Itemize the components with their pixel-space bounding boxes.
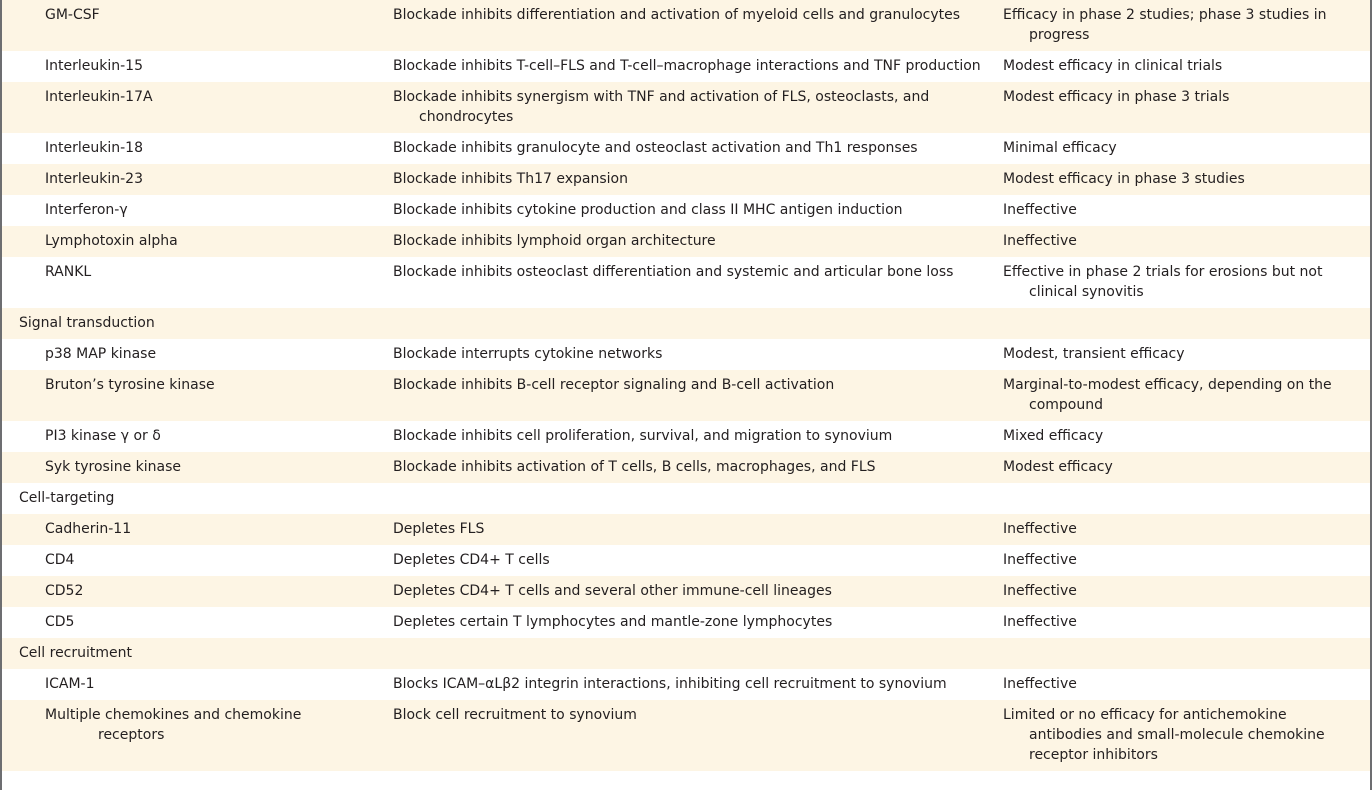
mechanism-cell (376, 82, 996, 133)
result-cell-text: Effective in phase 2 trials for erosions but not clinical synovitis (1003, 264, 1323, 300)
table-row (2, 514, 1370, 545)
mechanism-cell-text: Depletes CD4+ T cells (393, 552, 550, 568)
section-header-cell (2, 308, 1370, 339)
target-cell (2, 700, 376, 771)
table-row (2, 339, 1370, 370)
table-row (2, 700, 1370, 771)
target-cell-text: ICAM-1 (45, 676, 95, 692)
mechanism-cell (376, 226, 996, 257)
target-cell (2, 452, 376, 483)
table-row (2, 669, 1370, 700)
result-cell (996, 514, 1370, 545)
mechanism-cell (376, 452, 996, 483)
section-header-label: Cell recruitment (19, 645, 132, 661)
result-cell-text: Ineffective (1003, 676, 1077, 692)
section-header-cell (2, 638, 1370, 669)
mechanism-cell-text: Blockade inhibits granulocyte and osteoclast activation and Th1 responses (393, 140, 918, 156)
mechanism-cell (376, 195, 996, 226)
table-row (2, 195, 1370, 226)
mechanism-cell-text: Block cell recruitment to synovium (393, 707, 637, 723)
section-header-row (2, 638, 1370, 669)
mechanism-cell (376, 700, 996, 771)
mechanism-cell (376, 0, 996, 51)
mechanism-cell-text: Blockade inhibits differentiation and activation of myeloid cells and granulocytes (393, 7, 961, 23)
target-cell-text: Syk tyrosine kinase (45, 459, 181, 475)
target-cell-text: Interleukin-17A (45, 89, 153, 105)
mechanism-cell (376, 51, 996, 82)
target-cell (2, 0, 376, 51)
mechanism-cell (376, 576, 996, 607)
result-cell (996, 452, 1370, 483)
target-cell (2, 195, 376, 226)
mechanism-cell (376, 545, 996, 576)
table-row (2, 370, 1370, 421)
table-row (2, 257, 1370, 308)
target-cell-text: CD5 (45, 614, 75, 630)
result-cell-text: Marginal-to-modest efficacy, depending on the compound (1003, 377, 1332, 413)
result-cell (996, 576, 1370, 607)
mechanism-cell-text: Depletes CD4+ T cells and several other immune-cell lineages (393, 583, 832, 599)
mechanism-cell-text: Blockade inhibits activation of T cells, B cells, macrophages, and FLS (393, 459, 876, 475)
mechanism-cell (376, 164, 996, 195)
mechanism-cell-text: Depletes certain T lymphocytes and mantle-zone lymphocytes (393, 614, 833, 630)
result-cell (996, 421, 1370, 452)
result-cell-text: Minimal efficacy (1003, 140, 1117, 156)
target-cell-text: Bruton’s tyrosine kinase (45, 377, 215, 393)
mechanism-cell (376, 257, 996, 308)
table-row (2, 51, 1370, 82)
result-cell-text: Efficacy in phase 2 studies; phase 3 studies in progress (1003, 7, 1327, 43)
target-cell-text: Interferon-γ (45, 202, 128, 218)
result-cell (996, 195, 1370, 226)
table-row (2, 607, 1370, 638)
mechanism-cell-text: Blockade inhibits cytokine production and class II MHC antigen induction (393, 202, 903, 218)
result-cell-text: Ineffective (1003, 521, 1077, 537)
result-cell-text: Ineffective (1003, 614, 1077, 630)
table-row (2, 452, 1370, 483)
target-cell-text: CD4 (45, 552, 75, 568)
target-cell (2, 576, 376, 607)
mechanism-cell-text: Blockade inhibits osteoclast differentiation and systemic and articular bone loss (393, 264, 954, 280)
mechanism-cell (376, 133, 996, 164)
target-cell (2, 51, 376, 82)
table-row (2, 133, 1370, 164)
target-cell (2, 339, 376, 370)
table-row (2, 164, 1370, 195)
mechanism-cell-text: Blockade interrupts cytokine networks (393, 346, 663, 362)
result-cell (996, 607, 1370, 638)
mechanism-cell-text: Blockade inhibits Th17 expansion (393, 171, 628, 187)
result-cell-text: Modest efficacy (1003, 459, 1113, 475)
result-cell (996, 0, 1370, 51)
mechanism-cell (376, 421, 996, 452)
mechanism-cell-text: Blockade inhibits B-cell receptor signaling and B-cell activation (393, 377, 835, 393)
target-cell-text: Multiple chemokines and chemokine receptors (45, 707, 302, 743)
result-cell (996, 257, 1370, 308)
result-cell (996, 700, 1370, 771)
result-cell (996, 133, 1370, 164)
section-header-label: Signal transduction (19, 315, 155, 331)
result-cell (996, 51, 1370, 82)
target-cell-text: CD52 (45, 583, 84, 599)
section-header-row (2, 483, 1370, 514)
result-cell-text: Ineffective (1003, 552, 1077, 568)
result-cell (996, 164, 1370, 195)
result-cell (996, 370, 1370, 421)
section-header-cell (2, 483, 1370, 514)
therapy-table (2, 0, 1370, 771)
result-cell-text: Mixed efficacy (1003, 428, 1104, 444)
target-cell-text: Cadherin-11 (45, 521, 132, 537)
result-cell (996, 339, 1370, 370)
target-cell-text: p38 MAP kinase (45, 346, 157, 362)
section-header-label: Cell-targeting (19, 490, 115, 506)
target-cell (2, 226, 376, 257)
result-cell-text: Modest efficacy in phase 3 trials (1003, 89, 1230, 105)
mechanism-cell-text: Blockade inhibits lymphoid organ architecture (393, 233, 716, 249)
result-cell (996, 226, 1370, 257)
mechanism-cell-text: Blockade inhibits T-cell–FLS and T-cell–macrophage interactions and TNF production (393, 58, 981, 74)
mechanism-cell-text: Blocks ICAM–αLβ2 integrin interactions, inhibiting cell recruitment to synovium (393, 676, 947, 692)
target-cell (2, 669, 376, 700)
table-row (2, 226, 1370, 257)
result-cell (996, 82, 1370, 133)
result-cell-text: Ineffective (1003, 202, 1077, 218)
mechanism-cell (376, 669, 996, 700)
result-cell (996, 545, 1370, 576)
target-cell (2, 82, 376, 133)
table-row (2, 545, 1370, 576)
mechanism-cell-text: Depletes FLS (393, 521, 485, 537)
section-header-row (2, 308, 1370, 339)
result-cell (996, 669, 1370, 700)
result-cell-text: Modest efficacy in clinical trials (1003, 58, 1223, 74)
target-cell-text: Lymphotoxin alpha (45, 233, 178, 249)
table-row (2, 82, 1370, 133)
table-body (2, 0, 1370, 771)
target-cell (2, 607, 376, 638)
result-cell-text: Modest, transient efficacy (1003, 346, 1185, 362)
result-cell-text: Limited or no efficacy for antichemokine antibodies and small-molecule chemokine receptor inhibitors (1003, 707, 1325, 763)
target-cell-text: RANKL (45, 264, 92, 280)
result-cell-text: Modest efficacy in phase 3 studies (1003, 171, 1245, 187)
mechanism-cell (376, 607, 996, 638)
target-cell (2, 164, 376, 195)
target-cell (2, 257, 376, 308)
result-cell-text: Ineffective (1003, 583, 1077, 599)
target-cell-text: Interleukin-18 (45, 140, 143, 156)
table-row (2, 576, 1370, 607)
target-cell (2, 514, 376, 545)
target-cell (2, 370, 376, 421)
target-cell-text: Interleukin-15 (45, 58, 143, 74)
target-cell (2, 421, 376, 452)
target-cell (2, 133, 376, 164)
target-cell-text: PI3 kinase γ or δ (45, 428, 161, 444)
target-cell-text: GM-CSF (45, 7, 100, 23)
mechanism-cell (376, 339, 996, 370)
table-row (2, 0, 1370, 51)
mechanism-cell (376, 370, 996, 421)
mechanism-cell-text: Blockade inhibits cell proliferation, survival, and migration to synovium (393, 428, 893, 444)
result-cell-text: Ineffective (1003, 233, 1077, 249)
table-row (2, 421, 1370, 452)
mechanism-cell (376, 514, 996, 545)
mechanism-cell-text: Blockade inhibits synergism with TNF and activation of FLS, osteoclasts, and chondrocytes (393, 89, 930, 125)
target-cell (2, 545, 376, 576)
target-cell-text: Interleukin-23 (45, 171, 143, 187)
